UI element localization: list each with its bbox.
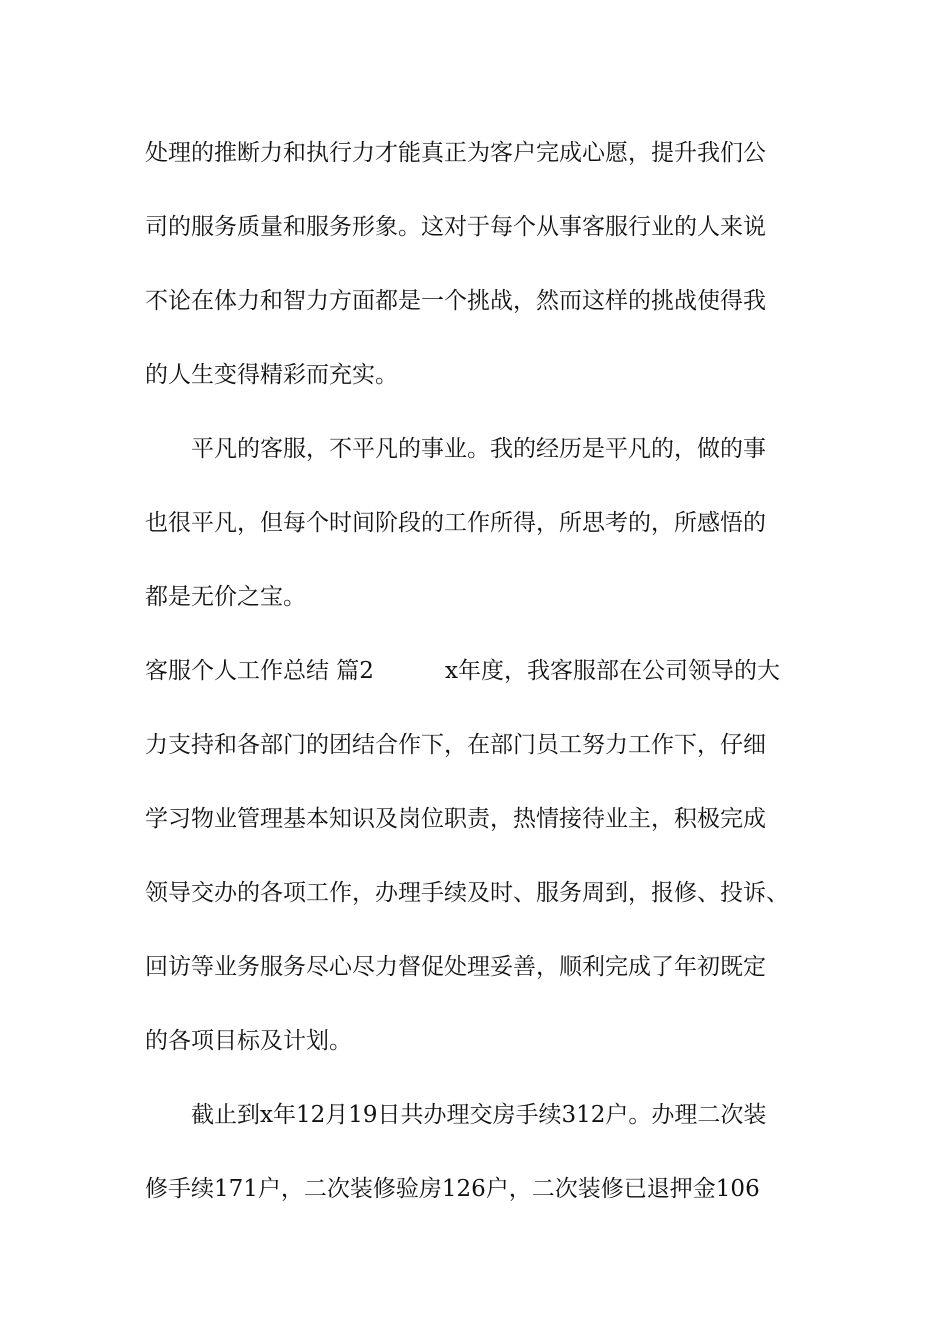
paragraph-line: 截止到x年12月19日共办理交房手续312户。办理二次装 [191, 1102, 767, 1128]
paragraph-line: 力支持和各部门的团结合作下，在部门员工努力工作下，仔细 [145, 732, 766, 758]
paragraph-line: 领导交办的各项工作，办理手续及时、服务周到，报修、投诉、 [145, 880, 789, 906]
section-title-line [145, 648, 835, 722]
paragraph-line: 司的服务质量和服务形象。这对于每个从事客服行业的人来说 [145, 214, 766, 240]
paragraph-text: x年度，我客服部在公司领导的大 [445, 658, 780, 684]
paragraph-line: 回访等业务服务尽心尽力督促处理妥善，顺利完成了年初既定 [145, 954, 766, 980]
document-body [145, 130, 835, 1240]
paragraph-line: 都是无价之宝。 [145, 584, 306, 610]
paragraph-line: 的人生变得精彩而充实。 [145, 362, 398, 388]
paragraph-line: 不论在体力和智力方面都是一个挑战，然而这样的挑战使得我 [145, 288, 766, 314]
paragraph-line: 学习物业管理基本知识及岗位职责，热情接待业主，积极完成 [145, 806, 766, 832]
paragraph-line: 也很平凡，但每个时间阶段的工作所得，所思考的，所感悟的 [145, 510, 766, 536]
paragraph-line: 处理的推断力和执行力才能真正为客户完成心愿，提升我们公 [145, 140, 766, 166]
section-heading: 客服个人工作总结 篇2 [145, 658, 374, 684]
paragraph-line: 平凡的客服，不平凡的事业。我的经历是平凡的，做的事 [191, 436, 766, 462]
paragraph-line: 的各项目标及计划。 [145, 1028, 352, 1054]
paragraph-line: 修手续171户，二次装修验房126户，二次装修已退押金106 [145, 1176, 760, 1202]
